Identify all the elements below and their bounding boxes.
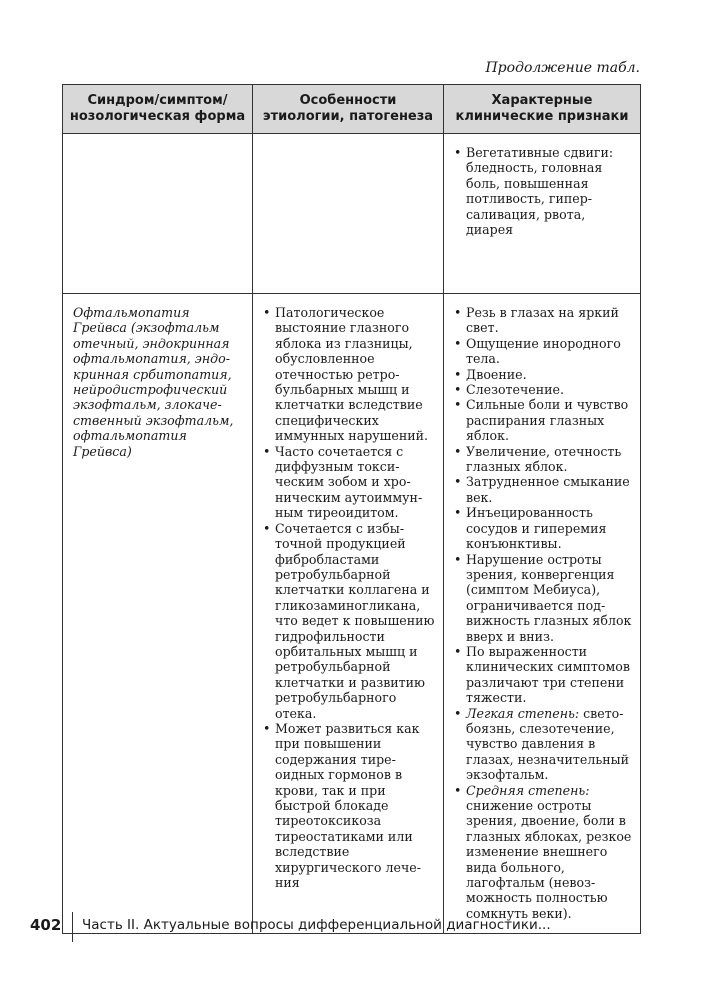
- list-item: • Двоение.: [454, 367, 634, 382]
- row1-signs-cell: [444, 134, 641, 294]
- severity-label: Средняя степень:: [466, 782, 590, 798]
- row2-syndrome-cell: Офтальмопатия Грейвса (экзофтальм отечный, эндокринная офтальмопатия, эндокринная србитопатия, нейродистрофический экзофтальм, злокачественный экзофтальм, офтальмопатия Грейвса): [63, 294, 253, 934]
- table-row: [63, 294, 641, 934]
- list-item: • Ощущение инородного тела.: [454, 336, 634, 367]
- page-footer: [0, 912, 704, 940]
- table-header-row: [63, 85, 641, 134]
- continuation-label: Продолжение табл.: [485, 60, 640, 76]
- list-item: • Сочетается с избыточной продукцией фибробластами ретробульбарной клетчатки коллагена и гликозаминогликана, что ведет к повышению гидрофильности орбитальных мышц и ретробульбарной клетчатки и развитию ретробульбарного отека.: [263, 521, 437, 721]
- list-item: • Средняя степень: снижение остроты зрения, двоение, боли в глазных яблоках, резкое изменение внешнего вида больного, лагофтальм (невозможность полностью сомкнуть веки).: [454, 783, 634, 922]
- header-clinical-signs: Характерные клинические признаки: [444, 85, 641, 134]
- list-item: • Нарушение остроты зрения, конвергенция (симптом Мебиуса), ограничивается подвижность глазных яблок вверх и вниз.: [454, 552, 634, 644]
- header-syndrome: Синдром/симптом/ нозологическая форма: [63, 85, 253, 134]
- list-item: • Легкая степень: светобоязнь, слезотечение, чувство давления в глазах, незначительный экзофтальм.: [454, 706, 634, 783]
- list-item: • Часто сочетается с диффузным токсическим зобом и хроническим аутоиммунным тиреоидитом.: [263, 444, 437, 521]
- list-item: • Патологическое выстояние глазного яблока из глазницы, обусловленное отечностью ретробульбарных мышц и клетчатки вследствие специфических иммунных нарушений.: [263, 305, 437, 444]
- list-item: • Сильные боли и чувство распирания глазных яблок.: [454, 397, 634, 443]
- running-title: Часть II. Актуальные вопросы дифференциальной диагностики...: [82, 917, 551, 933]
- row2-signs-cell: [444, 294, 641, 934]
- list-item: • Увеличение, отечность глазных яблок.: [454, 444, 634, 475]
- page-number: 402: [30, 916, 62, 934]
- row1-syndrome-cell: [63, 134, 253, 294]
- list-item: • По выраженности клинических симптомов различают три степени тяжести.: [454, 644, 634, 706]
- list-item: • Инъецированность сосудов и гиперемия конъюнктивы.: [454, 505, 634, 551]
- list-item: • Резь в глазах на яркий свет.: [454, 305, 634, 336]
- list-item: • Вегетативные сдвиги: бледность, головная боль, повышенная потливость, гиперсаливация, рвота, диарея: [454, 145, 634, 237]
- severity-label: Легкая степень:: [466, 705, 580, 721]
- list-item: • Затрудненное смыкание век.: [454, 474, 634, 505]
- list-item: • Может развиться как при повышении содержания тиреоидных гормонов в крови, так и при быстрой блокаде тиреотоксикоза тиреостатиками или вследствие хирургического лечения: [263, 721, 437, 890]
- list-item: • Слезотечение.: [454, 382, 634, 397]
- row2-etiology-cell: [253, 294, 444, 934]
- symptom-table: [62, 84, 641, 934]
- header-etiology: Особенности этиологии, патогенеза: [253, 85, 444, 134]
- footer-divider: [72, 912, 73, 942]
- table-row: [63, 134, 641, 294]
- row1-etiology-cell: [253, 134, 444, 294]
